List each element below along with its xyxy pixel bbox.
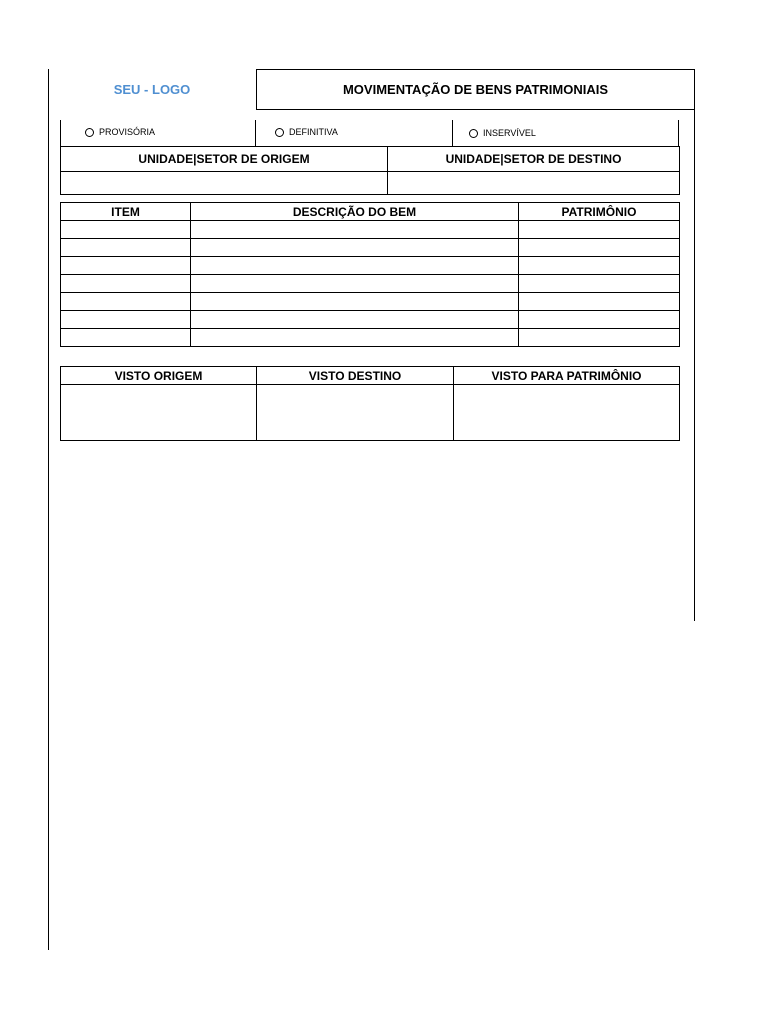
description-cell[interactable] <box>191 221 519 239</box>
table-row <box>61 221 680 239</box>
visto-patrimonio-header: VISTO PARA PATRIMÔNIO <box>454 367 680 385</box>
description-cell[interactable] <box>191 293 519 311</box>
right-margin-line <box>694 69 695 621</box>
visto-destino-signature-field[interactable] <box>257 385 454 441</box>
radio-option-definitiva[interactable] <box>275 124 338 140</box>
item-cell[interactable] <box>61 311 191 329</box>
patrimony-cell[interactable] <box>519 239 680 257</box>
visto-origem-signature-field[interactable] <box>61 385 257 441</box>
description-cell[interactable] <box>191 275 519 293</box>
table-row <box>61 239 680 257</box>
visto-destino-header: VISTO DESTINO <box>257 367 454 385</box>
patrimony-cell[interactable] <box>519 311 680 329</box>
left-margin-line <box>48 69 49 950</box>
item-cell[interactable] <box>61 329 191 347</box>
radio-button[interactable] <box>275 128 284 137</box>
item-cell[interactable] <box>61 221 191 239</box>
units-table <box>60 146 680 195</box>
description-cell[interactable] <box>191 311 519 329</box>
visto-origem-header: VISTO ORIGEM <box>61 367 257 385</box>
radio-row-right-border <box>678 120 679 146</box>
item-cell[interactable] <box>61 275 191 293</box>
radio-button[interactable] <box>85 128 94 137</box>
item-cell[interactable] <box>61 293 191 311</box>
visto-patrimonio-signature-field[interactable] <box>454 385 680 441</box>
table-row <box>61 329 680 347</box>
radio-label: INSERVÍVEL <box>483 128 536 138</box>
logo-placeholder: SEU - LOGO <box>113 81 191 97</box>
table-row <box>61 257 680 275</box>
radio-row-divider <box>255 120 256 146</box>
table-row <box>61 293 680 311</box>
patrimony-cell[interactable] <box>519 293 680 311</box>
patrimony-cell[interactable] <box>519 257 680 275</box>
destination-unit-field[interactable] <box>388 172 680 195</box>
origin-unit-field[interactable] <box>61 172 388 195</box>
radio-label: PROVISÓRIA <box>99 127 156 137</box>
table-row <box>61 311 680 329</box>
table-row <box>61 275 680 293</box>
patrimony-cell[interactable] <box>519 275 680 293</box>
radio-row-left-border <box>60 120 61 146</box>
description-cell[interactable] <box>191 239 519 257</box>
column-header-description: DESCRIÇÃO DO BEM <box>191 203 519 221</box>
items-table <box>60 202 680 347</box>
description-cell[interactable] <box>191 329 519 347</box>
description-cell[interactable] <box>191 257 519 275</box>
column-header-patrimony: PATRIMÔNIO <box>519 203 680 221</box>
radio-option-provisoria[interactable] <box>85 124 155 140</box>
patrimony-cell[interactable] <box>519 221 680 239</box>
destination-unit-header: UNIDADE|SETOR DE DESTINO <box>388 147 680 172</box>
column-header-item: ITEM <box>61 203 191 221</box>
patrimony-cell[interactable] <box>519 329 680 347</box>
radio-row-divider <box>452 120 453 146</box>
radio-button[interactable] <box>469 129 478 138</box>
item-cell[interactable] <box>61 239 191 257</box>
radio-label: DEFINITIVA <box>289 127 338 137</box>
item-cell[interactable] <box>61 257 191 275</box>
origin-unit-header: UNIDADE|SETOR DE ORIGEM <box>61 147 388 172</box>
approvals-table <box>60 366 680 441</box>
radio-option-inservivel[interactable] <box>469 125 536 141</box>
form-title: MOVIMENTAÇÃO DE BENS PATRIMONIAIS <box>256 69 695 110</box>
